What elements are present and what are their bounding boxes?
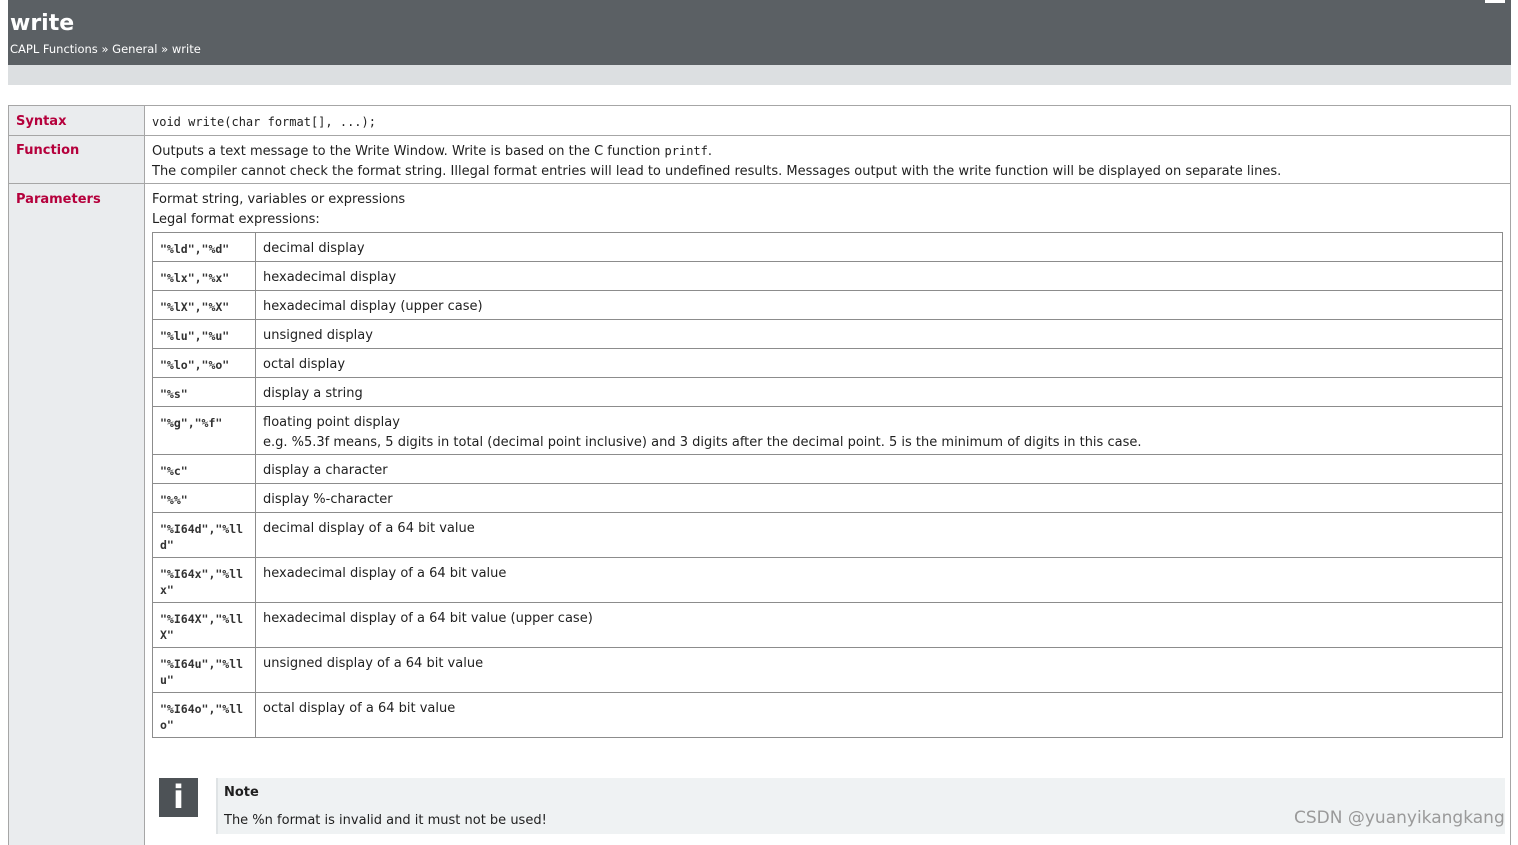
format-description (256, 455, 1503, 484)
table-row (153, 320, 1503, 349)
table-row (153, 262, 1503, 291)
table-row (153, 603, 1503, 648)
format-description-text: unsigned display (263, 328, 373, 343)
row-divider (9, 183, 1510, 184)
format-description-text: octal display of a 64 bit value (263, 701, 456, 716)
format-code: "%ld","%d" (153, 233, 256, 262)
format-description-text: display a character (263, 463, 388, 478)
function-text-end: . (707, 144, 713, 159)
format-description (256, 484, 1503, 513)
format-code: "%lX","%X" (153, 291, 256, 320)
label-column (9, 106, 145, 845)
breadcrumb-separator: » (101, 42, 109, 56)
table-row (153, 349, 1503, 378)
syntax-code: void write(char format[], ...); (152, 115, 376, 129)
format-code: "%I64u","%llu" (153, 648, 256, 693)
table-row (153, 484, 1503, 513)
table-row (153, 233, 1503, 262)
parameters-text: Format string, variables or expressions (152, 192, 406, 207)
function-description (152, 141, 1281, 182)
breadcrumb-link-general[interactable]: General (112, 42, 158, 56)
format-description (256, 378, 1503, 407)
format-description (256, 603, 1503, 648)
format-description (256, 233, 1503, 262)
format-code: "%%" (153, 484, 256, 513)
format-description-text: hexadecimal display of a 64 bit value (upper case) (263, 611, 593, 626)
table-row (153, 407, 1503, 455)
format-code: "%I64x","%llx" (153, 558, 256, 603)
page-title: write (10, 11, 75, 36)
printf-code: printf (664, 144, 708, 158)
format-code: "%I64d","%lld" (153, 513, 256, 558)
parameters-text: Legal format expressions: (152, 212, 320, 227)
format-description (256, 693, 1503, 738)
table-row (153, 291, 1503, 320)
row-divider (9, 135, 1510, 136)
format-code: "%g","%f" (153, 407, 256, 455)
format-description-text: hexadecimal display of a 64 bit value (263, 566, 507, 581)
menu-icon[interactable] (1485, 0, 1505, 3)
format-description (256, 291, 1503, 320)
format-description-text: octal display (263, 357, 346, 372)
syntax-label: Syntax (16, 114, 67, 129)
format-description-example: e.g. %5.3f means, 5 digits in total (decimal point inclusive) and 3 digits after the decimal point. 5 is the minimum of digits in this case. (263, 435, 1142, 450)
function-doc (8, 105, 1511, 845)
format-description-text: decimal display of a 64 bit value (263, 521, 475, 536)
format-description-text: decimal display (263, 241, 365, 256)
info-icon: i (159, 778, 198, 817)
table-row (153, 693, 1503, 738)
table-row (153, 558, 1503, 603)
format-description-text: display a string (263, 386, 363, 401)
format-description-text: hexadecimal display (upper case) (263, 299, 483, 314)
function-label: Function (16, 143, 80, 158)
toolbar-strip (8, 65, 1511, 85)
format-description-text: floating point display (263, 415, 400, 430)
format-description-text: display %-character (263, 492, 393, 507)
note-text: The %n format is invalid and it must not be used! (224, 813, 547, 828)
function-note: The compiler cannot check the format string. Illegal format entries will lead to undefined results. Messages output with the write function will be displayed on separate lines. (152, 164, 1282, 179)
format-description (256, 320, 1503, 349)
breadcrumb (10, 42, 201, 56)
format-description (256, 648, 1503, 693)
format-description-text: hexadecimal display (263, 270, 397, 285)
format-description (256, 262, 1503, 291)
breadcrumb-separator: » (161, 42, 169, 56)
table-row (153, 513, 1503, 558)
format-description-text: unsigned display of a 64 bit value (263, 656, 484, 671)
format-code: "%s" (153, 378, 256, 407)
breadcrumb-link-capl-functions[interactable]: CAPL Functions (10, 42, 98, 56)
parameters-label: Parameters (16, 192, 101, 207)
format-code: "%c" (153, 455, 256, 484)
table-row (153, 378, 1503, 407)
parameters-intro (152, 190, 405, 230)
format-description (256, 407, 1503, 455)
format-code: "%I64o","%llo" (153, 693, 256, 738)
page-header (8, 0, 1511, 65)
watermark: CSDN @yuanyikangkang (1294, 808, 1505, 828)
format-description (256, 513, 1503, 558)
format-code: "%I64X","%llX" (153, 603, 256, 648)
format-description (256, 558, 1503, 603)
format-description (256, 349, 1503, 378)
format-table (152, 232, 1503, 738)
format-code: "%lu","%u" (153, 320, 256, 349)
function-text: Outputs a text message to the Write Window. Write is based on the C function (152, 144, 665, 159)
format-code: "%lx","%x" (153, 262, 256, 291)
table-row (153, 455, 1503, 484)
breadcrumb-current: write (171, 42, 201, 56)
note-title: Note (224, 785, 259, 800)
format-code: "%lo","%o" (153, 349, 256, 378)
table-row (153, 648, 1503, 693)
